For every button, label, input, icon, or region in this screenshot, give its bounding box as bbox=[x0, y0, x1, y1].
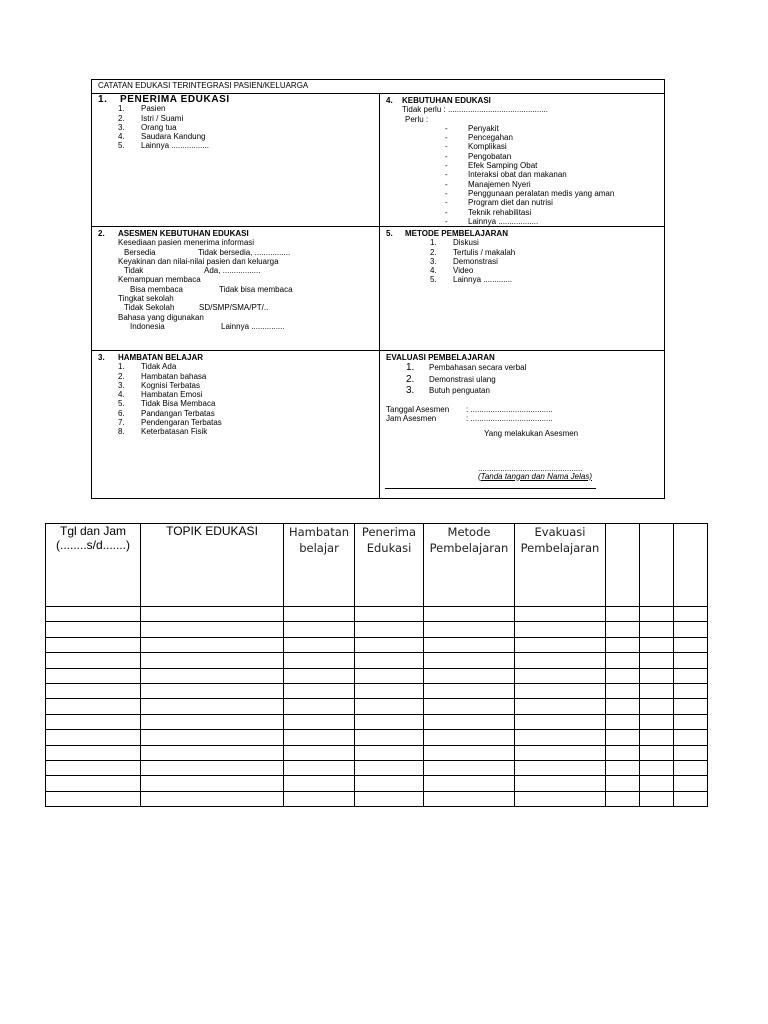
list-item-marker: 4. bbox=[118, 132, 125, 142]
list-item-marker: 3. bbox=[118, 380, 125, 390]
section-heading: KEBUTUHAN EDUKASI bbox=[402, 96, 491, 105]
list-item bbox=[445, 133, 661, 142]
list-item bbox=[118, 123, 373, 132]
list-item-marker: 1. bbox=[118, 104, 125, 114]
table-cell[interactable] bbox=[674, 760, 708, 775]
list-item bbox=[445, 208, 661, 217]
list-item-text: Hambatan bahasa bbox=[141, 371, 207, 381]
table-cell[interactable] bbox=[674, 653, 708, 668]
table-cell[interactable] bbox=[284, 683, 355, 698]
table-cell[interactable] bbox=[640, 637, 674, 652]
list-item-text: Interaksi obat dan makanan bbox=[468, 170, 567, 180]
table-cell[interactable] bbox=[606, 760, 640, 775]
table-cell[interactable] bbox=[46, 699, 141, 714]
table-cell[interactable] bbox=[674, 622, 708, 637]
list-item-text: Pengobatan bbox=[468, 151, 512, 161]
table-cell[interactable] bbox=[424, 637, 515, 652]
signature-dots: ............................................... bbox=[478, 463, 583, 473]
table-cell[interactable] bbox=[141, 714, 284, 729]
learning-method-list bbox=[430, 238, 661, 284]
table-cell[interactable] bbox=[674, 607, 708, 622]
table-cell[interactable] bbox=[606, 637, 640, 652]
education-record-form bbox=[91, 79, 665, 499]
table-cell[interactable] bbox=[355, 745, 424, 760]
list-item bbox=[445, 198, 661, 207]
column-header: Penerima Edukasi bbox=[355, 524, 424, 607]
row-divider bbox=[92, 350, 664, 351]
table-cell[interactable] bbox=[424, 668, 515, 683]
table-cell[interactable] bbox=[515, 699, 606, 714]
table-header-row bbox=[46, 524, 708, 607]
table-cell[interactable] bbox=[46, 637, 141, 652]
form-title: CATATAN EDUKASI TERINTEGRASI PASIEN/KELUARGA bbox=[92, 80, 664, 94]
list-item-marker: 3. bbox=[118, 122, 125, 132]
table-cell[interactable] bbox=[515, 714, 606, 729]
table-cell[interactable] bbox=[355, 699, 424, 714]
assessment-date-label: Tanggal Asesmen bbox=[386, 404, 450, 414]
column-divider bbox=[379, 94, 380, 499]
list-item-marker: 5. bbox=[430, 275, 437, 285]
table-cell[interactable] bbox=[424, 607, 515, 622]
list-item-marker: 5. bbox=[118, 141, 125, 151]
table-row bbox=[46, 683, 708, 698]
list-item-text: Tertulis / makalah bbox=[453, 247, 516, 257]
table-cell[interactable] bbox=[46, 730, 141, 745]
table-cell[interactable] bbox=[515, 776, 606, 791]
table-cell[interactable] bbox=[141, 776, 284, 791]
section-heading: HAMBATAN BELAJAR bbox=[118, 353, 204, 362]
table-cell[interactable] bbox=[141, 745, 284, 760]
list-item bbox=[118, 141, 373, 150]
table-cell[interactable] bbox=[674, 745, 708, 760]
table-row bbox=[46, 791, 708, 806]
list-item bbox=[118, 390, 373, 399]
table-row bbox=[46, 776, 708, 791]
table-cell[interactable] bbox=[515, 668, 606, 683]
table-cell[interactable] bbox=[674, 714, 708, 729]
table-cell[interactable] bbox=[606, 683, 640, 698]
column-header: Metode Pembelajaran bbox=[424, 524, 515, 607]
list-item-text: Saudara Kandung bbox=[141, 132, 206, 142]
table-cell[interactable] bbox=[46, 653, 141, 668]
column-header: Hambatan belajar bbox=[284, 524, 355, 607]
list-item-text: Tidak Bisa Membaca bbox=[141, 399, 216, 409]
list-item-marker: - bbox=[445, 198, 448, 208]
recipient-list bbox=[118, 104, 373, 150]
list-item bbox=[118, 362, 373, 371]
list-item-text: Orang tua bbox=[141, 122, 177, 132]
table-cell[interactable] bbox=[141, 683, 284, 698]
table-cell[interactable] bbox=[284, 745, 355, 760]
table-cell[interactable] bbox=[424, 653, 515, 668]
table-cell[interactable] bbox=[284, 607, 355, 622]
list-item-text: Butuh penguatan bbox=[429, 386, 490, 396]
table-cell[interactable] bbox=[515, 622, 606, 637]
table-cell[interactable] bbox=[46, 683, 141, 698]
list-item bbox=[118, 381, 373, 390]
list-item-text: Pembahasan secara verbal bbox=[429, 363, 527, 373]
list-item bbox=[445, 161, 661, 170]
section-heading: METODE PEMBELAJARAN bbox=[405, 229, 508, 238]
assessment-time-label: Jam Asesmen bbox=[386, 414, 437, 424]
table-cell[interactable] bbox=[515, 760, 606, 775]
list-item-text: Pencegahan bbox=[468, 133, 513, 143]
list-item bbox=[430, 238, 661, 247]
list-item-text: Video bbox=[453, 266, 474, 276]
option-no-school: Tidak Sekolah bbox=[124, 303, 175, 313]
list-item bbox=[445, 152, 661, 161]
language-label: Bahasa yang digunakan bbox=[118, 312, 204, 322]
table-cell[interactable] bbox=[640, 760, 674, 775]
signature-line bbox=[385, 488, 596, 489]
option-school-levels: SD/SMP/SMA/PT/.. bbox=[199, 303, 269, 313]
table-cell[interactable] bbox=[424, 791, 515, 806]
learning-barriers-list bbox=[118, 362, 373, 436]
table-cell[interactable] bbox=[674, 668, 708, 683]
table-row bbox=[46, 730, 708, 745]
table-cell[interactable] bbox=[640, 653, 674, 668]
table-row bbox=[46, 745, 708, 760]
table-cell[interactable] bbox=[46, 607, 141, 622]
table-cell[interactable] bbox=[141, 791, 284, 806]
table-cell[interactable] bbox=[606, 668, 640, 683]
table-cell[interactable] bbox=[515, 791, 606, 806]
section-heading: ASESMEN KEBUTUHAN EDUKASI bbox=[118, 229, 249, 238]
list-item bbox=[430, 248, 661, 257]
table-cell[interactable] bbox=[606, 622, 640, 637]
table-cell[interactable] bbox=[674, 699, 708, 714]
table-row bbox=[46, 622, 708, 637]
section-needs-assessment: 2. ASESMEN KEBUTUHAN EDUKASI Kesediaan pasien menerima informasi Bersedia Tidak bersedia, ................ Keyakinan dan nilai-nilai pasien dan keluarga Tidak Ada, ................. Kemampuan membaca Bisa membaca Tidak bisa membaca Tingkat sekolah Tidak Sekolah SD/SMP/SMA/PT/.. Bahasa yang digunakan Indonesia Lainnya ............... bbox=[98, 229, 373, 331]
list-item-marker: 2. bbox=[118, 371, 125, 381]
table-cell[interactable] bbox=[355, 607, 424, 622]
table-cell[interactable] bbox=[284, 791, 355, 806]
list-item-marker: 1. bbox=[430, 238, 437, 248]
table-cell[interactable] bbox=[284, 637, 355, 652]
list-item bbox=[118, 399, 373, 408]
table-cell[interactable] bbox=[141, 607, 284, 622]
table-cell[interactable] bbox=[46, 791, 141, 806]
list-item-text: Lainnya ................. bbox=[141, 141, 210, 151]
table-body bbox=[46, 607, 708, 807]
table-row bbox=[46, 668, 708, 683]
list-item-marker: 8. bbox=[118, 427, 125, 437]
column-header: Evakuasi Pembelajaran bbox=[515, 524, 606, 607]
section-learning-evaluation bbox=[386, 353, 661, 481]
readiness-label: Kesediaan pasien menerima informasi bbox=[118, 238, 255, 248]
section-education-needs: 4. KEBUTUHAN EDUKASI Tidak perlu : ............................................. Perlu : - Penyakit - Pencegahan - Komplikasi - Pengobatan - Efek Samping Obat - Interaksi obat dan makanan - Manajemen Nyeri - Penggunaan peralatan medis yang aman - Program diet dan nutrisi - Teknik rehabilitasi - Lainnya .................. bbox=[386, 96, 661, 226]
list-item-marker: 3. bbox=[430, 256, 437, 266]
list-item-text: Efek Samping Obat bbox=[468, 161, 538, 171]
table-cell[interactable] bbox=[141, 637, 284, 652]
list-item-marker: 7. bbox=[118, 418, 125, 428]
table-cell[interactable] bbox=[355, 776, 424, 791]
list-item bbox=[118, 114, 373, 123]
table-cell[interactable] bbox=[606, 699, 640, 714]
list-item bbox=[406, 362, 661, 374]
list-item-marker: - bbox=[445, 161, 448, 171]
table-cell[interactable] bbox=[424, 730, 515, 745]
section-learning-barriers: 3. HAMBATAN BELAJAR 1. Tidak Ada 2. Hambatan bahasa 3. Kognisi Terbatas 4. Hambatan Emosi 5. Tidak Bisa Membaca 6. Pandangan Terbatas 7. Pendengaran Terbatas 8. Keterbatasan Fisik bbox=[98, 353, 373, 437]
option-cannot-read: Tidak bisa membaca bbox=[219, 284, 293, 294]
list-item-text: Teknik rehabilitasi bbox=[468, 207, 532, 217]
not-needed-line: Tidak perlu : ............................................. bbox=[402, 105, 548, 115]
table-cell[interactable] bbox=[355, 637, 424, 652]
table-cell[interactable] bbox=[674, 791, 708, 806]
list-item-text: Pendengaran Terbatas bbox=[141, 418, 222, 428]
list-item bbox=[118, 409, 373, 418]
list-item-text: Lainnya .................. bbox=[468, 216, 539, 226]
table-row bbox=[46, 607, 708, 622]
table-cell[interactable] bbox=[141, 653, 284, 668]
table-cell[interactable] bbox=[46, 622, 141, 637]
list-item-text: Pandangan Terbatas bbox=[141, 408, 215, 418]
column-header: Tgl dan Jam (........s/d.......) bbox=[46, 524, 141, 607]
table-row bbox=[46, 653, 708, 668]
option-none: Tidak bbox=[124, 266, 144, 276]
table-cell[interactable] bbox=[674, 637, 708, 652]
list-item-text: Komplikasi bbox=[468, 142, 507, 152]
list-item-marker: 2. bbox=[430, 247, 437, 257]
table-cell[interactable] bbox=[606, 653, 640, 668]
list-item-text: Diskusi bbox=[453, 238, 479, 248]
list-item-marker: - bbox=[445, 133, 448, 143]
table-cell[interactable] bbox=[515, 637, 606, 652]
table-cell[interactable] bbox=[141, 699, 284, 714]
table-cell[interactable] bbox=[284, 714, 355, 729]
table-cell[interactable] bbox=[284, 730, 355, 745]
list-item-marker: - bbox=[445, 151, 448, 161]
table-cell[interactable] bbox=[606, 776, 640, 791]
signature-caption: (Tanda tangan dan Nama Jelas) bbox=[478, 471, 592, 481]
list-item-text: Istri / Suami bbox=[141, 113, 184, 123]
table-cell[interactable] bbox=[640, 683, 674, 698]
table-cell[interactable] bbox=[640, 730, 674, 745]
list-item-marker: - bbox=[445, 123, 448, 133]
table-cell[interactable] bbox=[640, 699, 674, 714]
section-learning-method: 5. METODE PEMBELAJARAN 1. Diskusi 2. Tertulis / makalah 3. Demonstrasi 4. Video 5. Lainnya ............. bbox=[386, 229, 661, 285]
list-item-text: Manajemen Nyeri bbox=[468, 179, 531, 189]
table-cell[interactable] bbox=[355, 653, 424, 668]
reading-label: Kemampuan membaca bbox=[118, 275, 201, 285]
list-item-text: Demonstrasi ulang bbox=[429, 374, 496, 384]
table-cell[interactable] bbox=[284, 699, 355, 714]
list-item bbox=[118, 418, 373, 427]
option-other-language: Lainnya ............... bbox=[221, 321, 285, 331]
column-header bbox=[640, 524, 674, 607]
option-not-willing: Tidak bersedia, ................ bbox=[198, 247, 291, 257]
list-item bbox=[445, 142, 661, 151]
table-cell[interactable] bbox=[515, 683, 606, 698]
table-cell[interactable] bbox=[355, 714, 424, 729]
table-cell[interactable] bbox=[355, 730, 424, 745]
table-cell[interactable] bbox=[606, 607, 640, 622]
list-item-text: Hambatan Emosi bbox=[141, 390, 203, 400]
list-item bbox=[118, 132, 373, 141]
column-header bbox=[674, 524, 708, 607]
list-item-marker: 1. bbox=[406, 362, 415, 374]
list-item-marker: - bbox=[445, 207, 448, 217]
table-cell[interactable] bbox=[355, 668, 424, 683]
option-indonesian: Indonesia bbox=[130, 321, 165, 331]
list-item-text: Penggunaan peralatan medis yang aman bbox=[468, 188, 615, 198]
list-item bbox=[445, 217, 661, 226]
list-item bbox=[445, 170, 661, 179]
list-item bbox=[118, 104, 373, 113]
table-cell[interactable] bbox=[640, 607, 674, 622]
list-item bbox=[118, 372, 373, 381]
table-cell[interactable] bbox=[640, 745, 674, 760]
section-heading: PENERIMA EDUKASI bbox=[120, 94, 230, 105]
table-cell[interactable] bbox=[284, 653, 355, 668]
assessment-date-value: : ..................................... bbox=[466, 404, 553, 414]
table-cell[interactable] bbox=[424, 760, 515, 775]
list-item-marker: 6. bbox=[118, 408, 125, 418]
table-cell[interactable] bbox=[284, 668, 355, 683]
table-cell[interactable] bbox=[355, 683, 424, 698]
table-cell[interactable] bbox=[424, 714, 515, 729]
table-cell[interactable] bbox=[674, 683, 708, 698]
list-item bbox=[445, 189, 661, 198]
list-item-marker: 2. bbox=[406, 373, 415, 385]
table-cell[interactable] bbox=[640, 776, 674, 791]
list-item bbox=[430, 275, 661, 284]
list-item-text: Program diet dan nutrisi bbox=[468, 198, 553, 208]
option-can-read: Bisa membaca bbox=[130, 284, 183, 294]
list-item bbox=[118, 427, 373, 436]
section-heading: EVALUASI PEMBELAJARAN bbox=[386, 353, 495, 362]
table-cell[interactable] bbox=[640, 622, 674, 637]
table-cell[interactable] bbox=[424, 776, 515, 791]
table-cell[interactable] bbox=[640, 791, 674, 806]
table-cell[interactable] bbox=[284, 622, 355, 637]
table-cell[interactable] bbox=[424, 683, 515, 698]
column-header: TOPIK EDUKASI bbox=[141, 524, 284, 607]
list-item bbox=[406, 374, 661, 386]
education-needs-list bbox=[445, 124, 661, 226]
list-item-marker: 4. bbox=[118, 390, 125, 400]
list-item-marker: - bbox=[445, 179, 448, 189]
table-cell[interactable] bbox=[46, 668, 141, 683]
table-cell[interactable] bbox=[515, 745, 606, 760]
option-yes: Ada, ................. bbox=[204, 266, 261, 276]
table-cell[interactable] bbox=[141, 668, 284, 683]
table-cell[interactable] bbox=[46, 776, 141, 791]
table-cell[interactable] bbox=[674, 730, 708, 745]
table-cell[interactable] bbox=[606, 791, 640, 806]
list-item bbox=[430, 266, 661, 275]
list-item-text: Keterbatasan Fisik bbox=[141, 427, 208, 437]
list-item bbox=[445, 180, 661, 189]
list-item-text: Tidak Ada bbox=[141, 362, 177, 372]
table-cell[interactable] bbox=[355, 791, 424, 806]
list-item bbox=[445, 124, 661, 133]
table-cell[interactable] bbox=[141, 730, 284, 745]
table-row bbox=[46, 760, 708, 775]
list-item-marker: - bbox=[445, 188, 448, 198]
list-item-text: Demonstrasi bbox=[453, 256, 498, 266]
table-cell[interactable] bbox=[424, 699, 515, 714]
education-level-label: Tingkat sekolah bbox=[118, 294, 174, 304]
section-recipient: 1. PENERIMA EDUKASI 1. Pasien 2. Istri / Suami 3. Orang tua 4. Saudara Kandung 5. Lainnya ................. bbox=[98, 95, 373, 151]
table-cell[interactable] bbox=[141, 622, 284, 637]
list-item-marker: - bbox=[445, 216, 448, 226]
table-cell[interactable] bbox=[46, 714, 141, 729]
table-cell[interactable] bbox=[640, 714, 674, 729]
assessor-label: Yang melakukan Asesmen bbox=[484, 429, 579, 439]
table-cell[interactable] bbox=[640, 668, 674, 683]
list-item-marker: - bbox=[445, 142, 448, 152]
education-log-table bbox=[45, 523, 708, 807]
list-item-marker: 3. bbox=[406, 385, 415, 397]
table-cell[interactable] bbox=[46, 760, 141, 775]
list-item-marker: 1. bbox=[118, 362, 125, 372]
assessment-time-value: : ..................................... bbox=[466, 414, 553, 424]
table-cell[interactable] bbox=[515, 653, 606, 668]
table-row bbox=[46, 714, 708, 729]
list-item bbox=[406, 385, 661, 397]
column-header bbox=[606, 524, 640, 607]
list-item bbox=[430, 257, 661, 266]
list-item-text: Penyakit bbox=[468, 123, 499, 133]
list-item-marker: 2. bbox=[118, 113, 125, 123]
table-row bbox=[46, 637, 708, 652]
table-cell[interactable] bbox=[355, 760, 424, 775]
list-item-text: Pasien bbox=[141, 104, 166, 114]
table-cell[interactable] bbox=[46, 745, 141, 760]
list-item-text: Kognisi Terbatas bbox=[141, 380, 200, 390]
table-cell[interactable] bbox=[284, 760, 355, 775]
evaluation-list bbox=[406, 362, 661, 397]
table-cell[interactable] bbox=[355, 622, 424, 637]
table-cell[interactable] bbox=[674, 776, 708, 791]
list-item-marker: 4. bbox=[430, 266, 437, 276]
table-cell[interactable] bbox=[515, 730, 606, 745]
needed-label: Perlu : bbox=[405, 114, 429, 124]
table-cell[interactable] bbox=[424, 745, 515, 760]
table-cell[interactable] bbox=[606, 745, 640, 760]
list-item-text: Lainnya ............. bbox=[453, 275, 513, 285]
table-cell[interactable] bbox=[284, 776, 355, 791]
list-item-marker: - bbox=[445, 170, 448, 180]
table-cell[interactable] bbox=[606, 730, 640, 745]
beliefs-label: Keyakinan dan nilai-nilai pasien dan keluarga bbox=[118, 256, 279, 266]
table-row bbox=[46, 699, 708, 714]
table-cell[interactable] bbox=[424, 622, 515, 637]
table-cell[interactable] bbox=[606, 714, 640, 729]
table-cell[interactable] bbox=[141, 760, 284, 775]
option-willing: Bersedia bbox=[124, 247, 156, 257]
table-cell[interactable] bbox=[515, 607, 606, 622]
list-item-marker: 5. bbox=[118, 399, 125, 409]
